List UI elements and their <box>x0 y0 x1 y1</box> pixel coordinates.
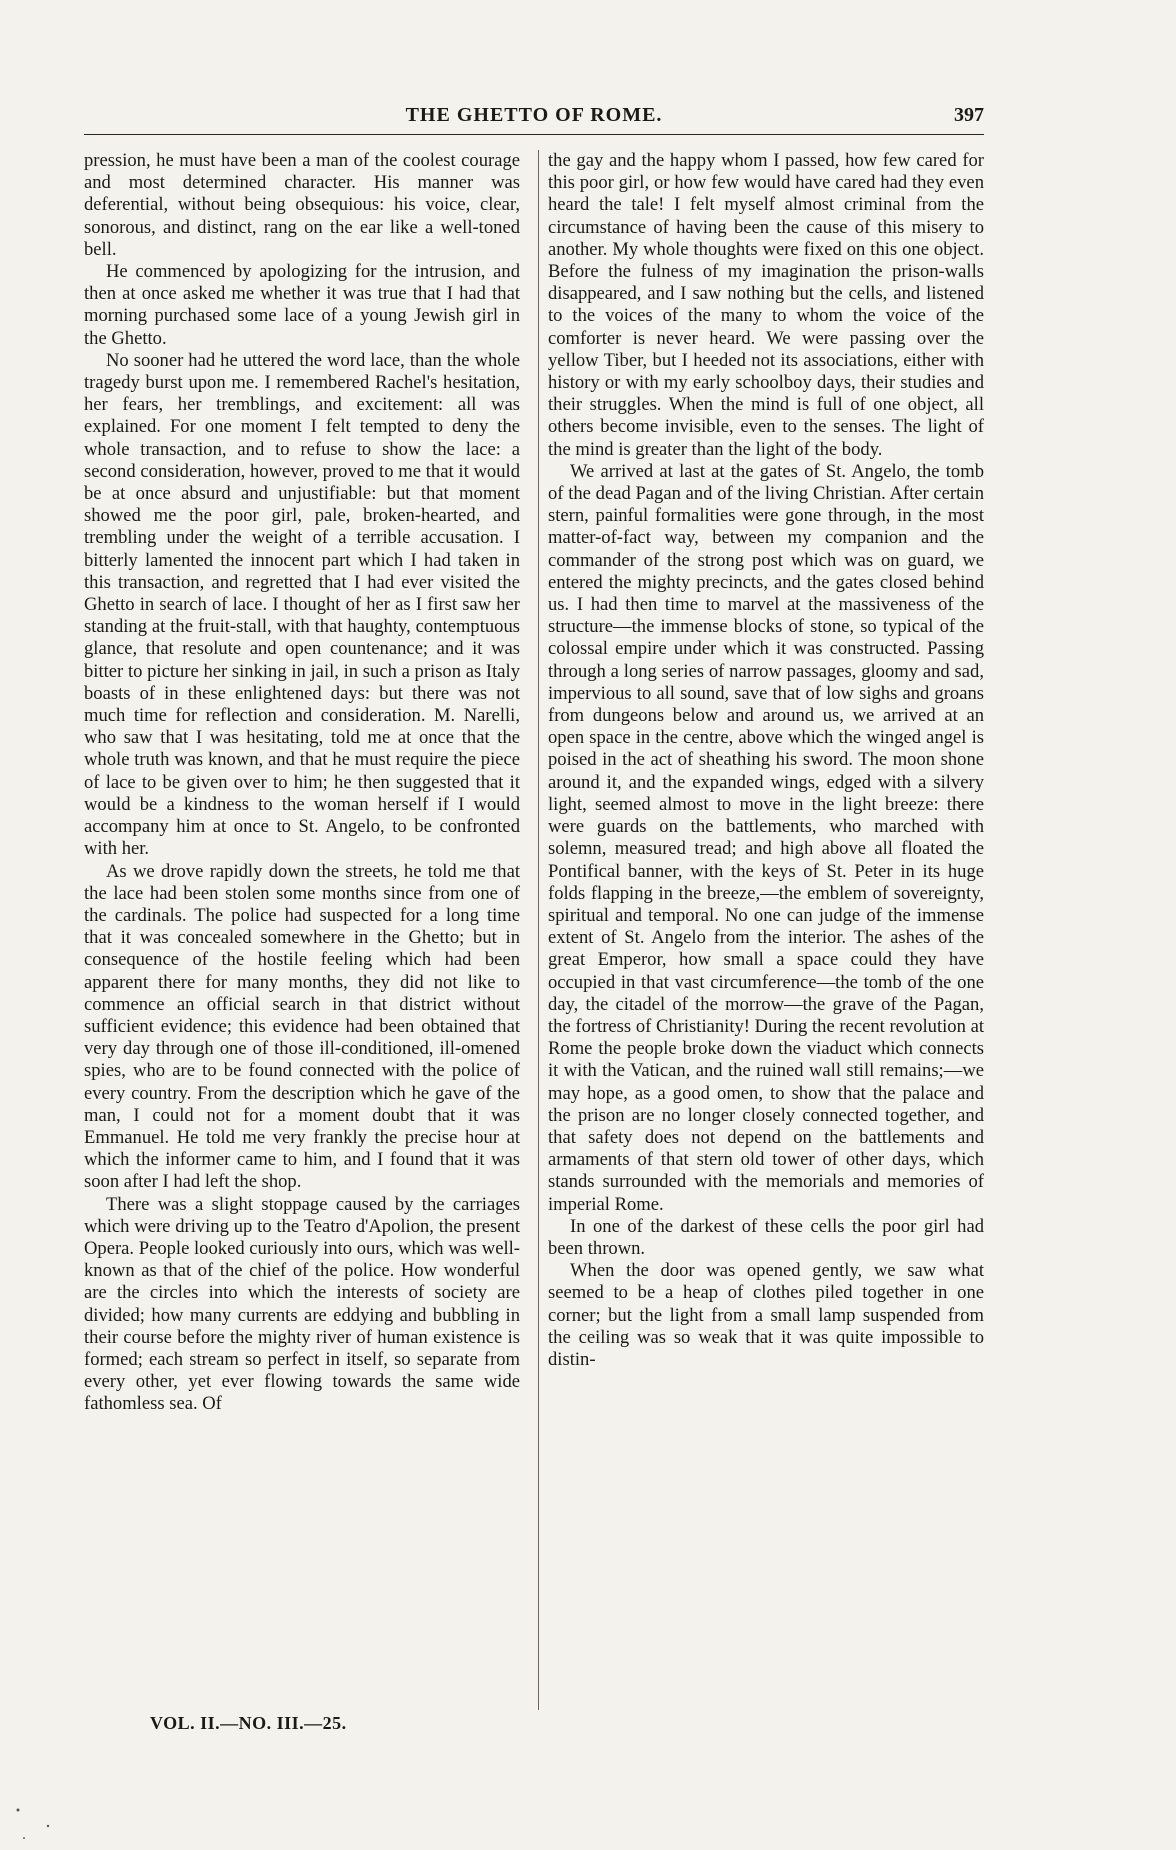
paragraph: There was a slight stoppage caused by the carriages which were driving up to the Teatro d'Apolion, the present Opera. People looked curiously into ours, which was well-known as that of the chief of the police. How wonderful are the circles into which the interests of society are divided; how many currents are eddying and bubbling in their course before the mighty river of human existence is formed; each stream so perfect in itself, so separate from every other, yet ever flowing towards the same wide fathomless sea. Of <box>84 1193 520 1415</box>
paragraph: When the door was opened gently, we saw what seemed to be a heap of clothes piled together in one corner; but the light from a small lamp suspended from the ceiling was so weak that it was quite impossible to distin- <box>548 1260 984 1370</box>
paragraph: the gay and the happy whom I passed, how few cared for this poor girl, or how few would have cared had they even heard the tale! I felt myself almost criminal from the circumstance of having been the cause of this misery to another. My whole thoughts were fixed on this one object. Before the fulness of my imagination the prison-walls disappeared, and I saw nothing but the cells, and listened to the voices of the many to whom the voice of the comforter is never heard. We were passing over the yellow Tiber, but I heeded not its associations, either with history or with my early schoolboy days, their studies and their struggles. When the mind is full of one object, all others become invisible, even to the senses. The light of the mind is greater than the light of the body. <box>548 150 984 460</box>
paragraph: In one of the darkest of these cells the poor girl had been thrown. <box>548 1215 984 1259</box>
paragraph: As we drove rapidly down the streets, he told me that the lace had been stolen some months since from one of the cardinals. The police had suspected for a long time that it was concealed somewhere in the Ghetto; but in consequence of the hostile feeling which had been apparent there for many months, they did not like to commence an official search in that district without sufficient evidence; this evidence had been obtained that very day through one of those ill-conditioned, ill-omened spies, who are to be found connected with the police of every country. From the description which he gave of the man, I could not for a moment doubt that it was Emmanuel. He told me very frankly the precise hour at which the informer came to him, and I found that it was soon after I had left the shop. <box>84 860 520 1193</box>
paragraph: We arrived at last at the gates of St. Angelo, the tomb of the dead Pagan and of the living Christian. After certain stern, painful formalities were gone through, in the most matter-of-fact way, between my companion and the commander of the strong post which was on guard, we entered the mighty precincts, and the gates closed behind us. I had then time to marvel at the massiveness of the structure—the immense blocks of stone, so typical of the colossal empire under which it was constructed. Passing through a long series of narrow passages, gloomy and sad, impervious to all sound, save that of low sighs and groans from dungeons below and around us, we arrived at an open space in the centre, above which the winged angel is poised in the act of sheathing his sword. The moon shone around it, and the expanded wings, edged with a silvery light, seemed almost to move in the light breeze: there were guards on the battlements, who marched with solemn, measured tread; and high above all floated the Pontifical banner, with the keys of St. Peter in its huge folds flapping in the breeze,—the emblem of sovereignty, spiritual and temporal. No one can judge of the immense extent of St. Angelo from the interior. The ashes of the great Emperor, how small a space could they have occupied in that vast circumference—the tomb of the one day, the citadel of the morrow—the grave of the Pagan, the fortress of Christianity! During the recent revolution at Rome the people broke down the viaduct which connects it with the Vatican, and the ruined wall still remains;—we may hope, as a good omen, to show that the palace and the prison are no longer closely connected together, and that safety does not depend on the battlements and armaments of that stern old tower of other days, which stands surrounded with the memorials and memories of imperial Rome. <box>548 460 984 1215</box>
page-number: 397 <box>954 104 984 126</box>
paragraph: No sooner had he uttered the word lace, than the whole tragedy burst upon me. I remembered Rachel's hesitation, her fears, her tremblings, and excitement: all was explained. For one moment I felt tempted to deny the whole transaction, and to refuse to show the lace: a second consideration, however, proved to me that it would be at once absurd and unjustifiable: but that moment showed me the poor girl, pale, broken-hearted, and trembling under the weight of a terrible accusation. I bitterly lamented the innocent part which I had taken in this transaction, and regretted that I had ever visited the Ghetto in search of lace. I thought of her as I first saw her standing at the fruit-stall, with that haughty, contemptuous glance, that resolute and open countenance; and it was bitter to picture her sinking in jail, in such a prison as Italy boasts of in these enlightened days: but there was not much time for reflection and consideration. M. Narelli, who saw that I was hesitating, told me at once that the whole truth was known, and that he must require the piece of lace to be given over to him; he then suggested that it would be a kindness to the woman herself if I would accompany him at once to St. Angelo, to be confronted with her. <box>84 349 520 860</box>
paragraph: He commenced by apologizing for the intrusion, and then at once asked me whether it was true that I had that morning purchased some lace of a young Jewish girl in the Ghetto. <box>84 261 520 349</box>
signature-mark: VOL. II.—NO. III.—25. <box>150 1713 347 1733</box>
paragraph: pression, he must have been a man of the coolest courage and most determined character. His manner was deferential, without being obsequious: his voice, clear, sonorous, and distinct, rang on the ear like a well-toned bell. <box>84 150 520 260</box>
running-title: THE GHETTO OF ROME. <box>405 104 663 126</box>
